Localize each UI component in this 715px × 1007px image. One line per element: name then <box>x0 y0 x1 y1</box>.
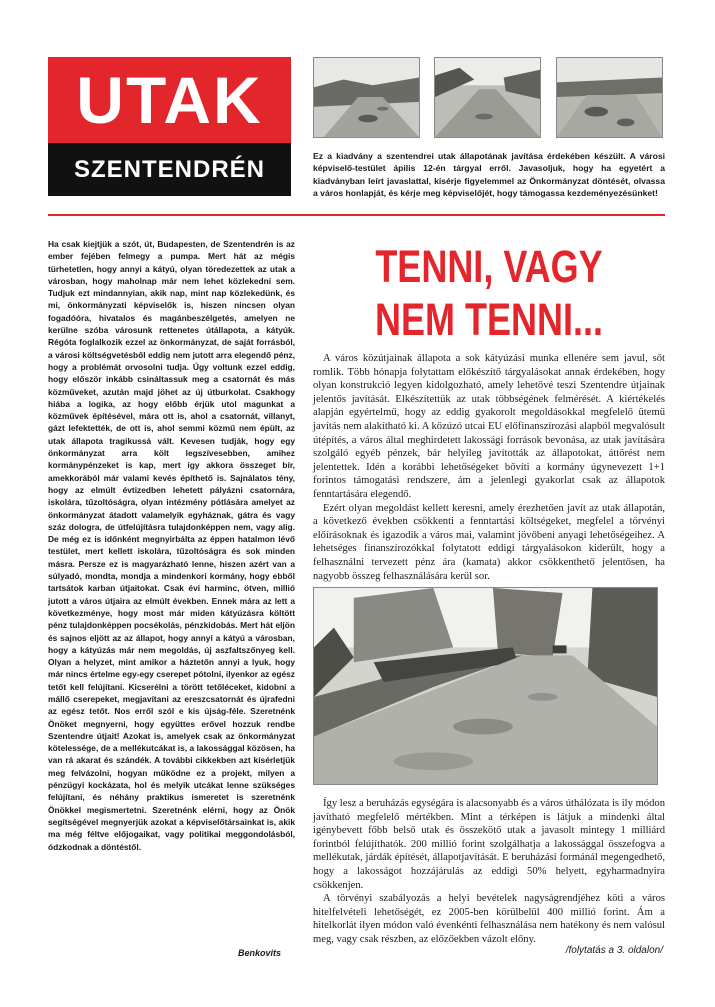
article-paragraph: Ezért olyan megoldást kellett keresni, amely érezhetően javít az utak állapotán, a következő években csökkenti a fenntartási költségeket, megfelel a törvényi előírásoknak és igazodik a város mai, valamint jövőbeni anyagi lehetőségeihez. A lehetséges finanszírozókkal folytatott eddigi tárgyalásokon kiderült, hogy a felhasználni tervezett pénz ára (kamata) akkor csökkenthető jelentősen, ha nagyobb összeg felhasználására kerül sor. <box>313 502 665 582</box>
continued-note: /folytatás a 3. oldalon/ <box>565 945 663 956</box>
article-bottom <box>313 797 665 947</box>
article-paragraph: Így lesz a beruházás egységára is alacsonyabb és a város úthálózata is ily módon javítható megfelelő mértékben. Mint a térképen is látjuk a mindenki által igénybevett főbb belső utak és összekötő utak a javasolt mintegy 1 milliárd forintból felújíthatók. 200 millió forint szolgálhatja a lakossággal összefogva a mellékutak, járdák építését, állapotjavítását. E beruházási formánál megengedhető, hogy a lakosságot hozzájárulás az eddigi 50% helyett, egyharmadnyira csökkenjen. <box>313 798 665 891</box>
headline: TENNI, VAGY NEM TENNI... <box>374 241 603 345</box>
author-signature: Benkovits <box>238 948 282 958</box>
masthead-title: UTAK <box>76 63 263 137</box>
masthead-subtitle: SZENTENDRÉN <box>73 155 265 183</box>
divider <box>48 214 665 216</box>
street-photo <box>313 587 658 785</box>
article-top <box>313 352 665 583</box>
article-paragraph: A törvényi szabályozás a helyi bevételek nagyságrendjéhez köti a város hitelfelvételi lehetőségét, ez 2005-ben körülbelül 400 millió forint. Ám a hitelkorlát ilyen módon való évenkénti felhasználása nem hatékony és nem valósul meg, vagy csak részben, az előzőekben vázolt előny. <box>313 893 665 945</box>
intro-text: Ez a kiadvány a szentendrei utak állapotának javítása érdekében készült. A városi képviselő-testület ápilis 12-én tárgyal erről. Javasoljuk, hogy ha egyetért a kiadványban leírt javaslattal, kísérje figyelemmel az Önkormányzat döntését, olvassa a város honlapját, és kérje meg képviselőjét, hogy támogassa kezdeményezésünket! <box>313 151 665 199</box>
masthead-subtitle-block <box>48 143 291 196</box>
masthead-title-block <box>48 57 291 143</box>
left-column-article: Ha csak kiejtjük a szót, út, Budapesten, de Szentendrén is az ember fejében felmegy a pumpa. Mert hát az mégis türhetetlen, hogy annyi a kátyú, olyan töredezettek az utak a városban, hogy maholnap már nem lehet közlekedni sem. Tudjuk ezt mindannyian, akik nap, mint nap közlekedünk, és mi, önkormányzati képviselők is, hiszen nincsen olyan fogadóóra, hivatalos és magánbeszélgetés, amelyen ne kerülne szóba városunk rettenetes útállapota, a kátyúk. Régóta foglalkozik ezzel az önkormányzat, de saját forrásból, a városi költségvetésből eddig nem jutott arra elegendő pénz, hogy a problémát orvosolni tudja. Úgy voltunk ezzel eddig, hogy először inkább csináltassuk meg a csatornát és más közműveket, azután majd jöhet az új útburkolat. Csakhogy hiába a logika, az hogy előbb érjük utol magunkat a közművek építésével, mára ott is, ahol a csatornát, villanyt, gázt lefektették, de ott is, ahol semmi közmű nem épült, az utak állapota tragikussá vált. Kevesen tudják, hogy egy önkormányzat arra költ legszívesebben, amihez kormánypénzeket is kap, mert így akkora összeget bír, amekkorából már valami kevés építhető is. Sajnálatos tény, hogy az elmúlt évtizedben lehetett pályázni csatornára, iskolára, tűzoltóságra, olyan intézmény pótlására amelyet az önkormányzat átadott valamelyik egyháznak, gátra és vagy száz dologra, de útfelújításra tulajdonképpen nem, vagy alig. De még ez is időnként megnyirbálta az éppen hatalmon lévő testület, mert kellett iskolára, tűzoltóságra és sok minden másra. Persze ez is magyarázható lenne, hiszen azért van a súlyadó, mondta, mondja a mindenkori kormány, hogy ebből tartsátok karban útjaitokat. Csak évi harminc, ötven, millió jutott a város útjaira az elmúlt években. Ennek mára az lett a következménye, hogy most már miden kátyúzásra költött pénz tulajdonképpen pocsékolás, pénzkidobás. Mert hát eljön és sajnos eljött az az állapot, hogy annyi a kátyú a városban, hogy a kátyúzás már nem megoldás, új aszfaltszőnyeg kell. Olyan a helyzet, mint amikor a háztetőn annyi a lyuk, hogy már nincs értelme egy-egy cserepet pótolni, ilyenkor az egész tetőt kell felújítani. Kicserélni a törött tetőléceket, kidobni a mállő cserepeket, megjavítani az ereszcsatornát és újrafedni az egész tetőt. Nos erről szól e kis újság-féle. Szeretnénk Önöket megnyerni, hogy együttes erővel hozzuk rendbe Szentendre útjait! Azokat is, amelyek csak az önkormányzat kötelessége, de a mellékutcákat is, a lakossággal közösen, ha van rá akarat és szándék. A további cikkekben azt kísérletjük meg felvázolni, hogyan működne ez a projekt, milyen a pénzügyi kockázata, hol és melyik utcákat lenne szükséges felújítani, és néhány praktikus ismeretet is szeretnénk Önökkel megismertetni. Szeretnénk elérni, hogy az Önök segítségével megnyerjük azokat a képviselőtársainkat is, akik ma még féltve előjogaikat, vagy politikai meggondolásból, ódzkodnak a döntéstől. <box>48 239 295 852</box>
road-photo-1 <box>313 57 420 138</box>
road-photo-3 <box>556 57 663 138</box>
article-paragraph: A város közútjainak állapota a sok kátyúzási munka ellenére sem javul, sőt romlik. Több hónapja folytattam előkészítő tárgyalásokat annak érdekében, hogy olyan konstrukció legyen kidolgozható, amely lehetővé teszi Szentendre útjainak jelentős javítását. Elkészítettük az utak többségének felmérését. A kiértékelés alapján egyértelmű, hogy az eddig gyakorolt megoldásokkal megfelelő ütemű javítás nem alakítható ki. A közúzó utcai EU előfinanszírozási alapból megvalósult útépítés, a város által meghirdetett lakossági források bevonása, az utak javítására szolgáló egyéb pénzek, bár helyileg javították az állapotokat, áttörést nem jelentettek. Idén a korábbi lehetőségeket bővíti a kormány úgynevezett 1+1 forintos támogatási rendszere, ám a jelenlegi gyakorlat csak az állapotok fenntartására elegendő. <box>313 353 665 500</box>
road-photo-2 <box>434 57 541 138</box>
